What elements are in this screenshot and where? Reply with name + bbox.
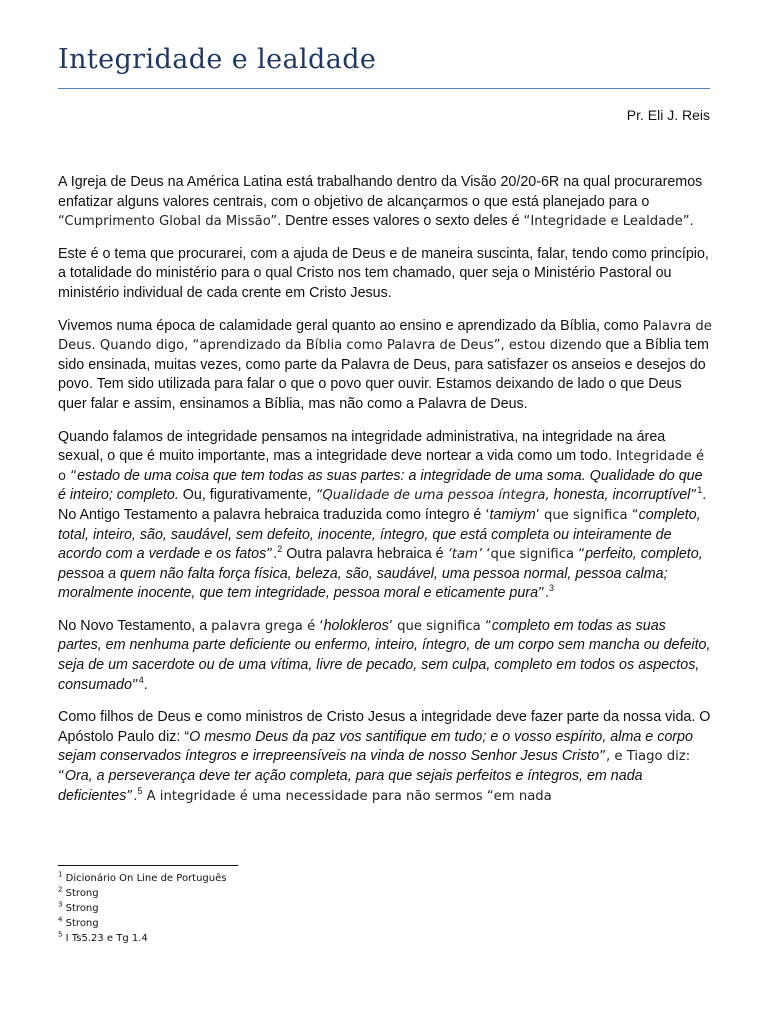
p4-text-9: ‘ xyxy=(485,507,490,523)
paragraph-2: Este é o tema que procurarei, com a ajuda de Deus e de maneira suscinta, falar, tendo como princípio, a totalidade do ministério para o qual Cristo nos tem chamado, quer seja o Ministério Pastoral ou ministério individual de cada crente em Cristo Jesus. xyxy=(58,245,709,301)
p4-text-6: honesta, incorruptível xyxy=(549,487,691,504)
p4-text-17: perfeito, completo, pessoa a quem não falta força física, beleza, são, saudável, uma pessoa normal, pessoa calma; moralmente inocente, que tem integridade, pessoa moral e eticamente pura xyxy=(58,546,703,602)
p4-text-2: Integridade é o “ xyxy=(58,449,705,484)
footnote-5 xyxy=(58,931,226,946)
p3-text-1: Vivemos numa época de calamidade geral quanto ao ensino e aprendizado da Bíblia, como xyxy=(58,317,643,334)
footnotes xyxy=(58,871,226,946)
p4-text-13: ”. xyxy=(266,547,278,563)
author-name: Pr. Eli J. Reis xyxy=(626,107,710,123)
p6-text-5: ”. xyxy=(126,788,138,804)
p6-text-4: Ora, a perseverança deve ter ação completa, para que sejais perfeitos e íntegros, em nada deficientes xyxy=(58,768,643,804)
footnote-ref-3: 3 xyxy=(549,583,555,594)
p4-text-5: “Qualidade de uma pessoa íntegra, xyxy=(315,488,550,504)
p4-text-8: . No Antigo Testamento a palavra hebraica traduzida como íntegro é xyxy=(58,487,707,523)
document-title: Integridade e lealdade xyxy=(58,44,377,75)
footnote-4 xyxy=(58,916,226,931)
footnote-2-number: 2 xyxy=(58,885,63,894)
p5-text-6: ” xyxy=(131,677,139,693)
p4-text-4: Ou, figurativamente, xyxy=(178,487,316,504)
footnote-2-text: Strong xyxy=(65,888,99,899)
footnote-4-text: Strong xyxy=(65,918,99,929)
p5-text-7: . xyxy=(143,676,148,693)
p3-text-2: Palavra de Deus. Quando digo, “aprendizado da Bíblia como Palavra de Deus”, estou dizendo xyxy=(58,318,712,354)
p1-text-4: “Integridade e Lealdade”. xyxy=(523,214,694,230)
p6-text-1: Como filhos de Deus e como ministros de Cristo Jesus a integridade deve fazer parte da nossa vida. O Apóstolo Paulo diz: “ xyxy=(58,709,711,745)
p5-text-2: palavra grega é ‘ xyxy=(211,618,324,634)
p5-text-5: completo em todas as suas partes, em nenhuma parte deficiente ou enfermo, inteiro, íntegro, de um corpo sem mancha ou defeito, seja de um sacerdote ou de uma vítima, livre de pecado, sem culpa, completo em todos os aspectos, consumado xyxy=(58,617,711,693)
p4-text-11: ’ que significa “ xyxy=(535,507,639,523)
p4-text-16: ‘que significa “ xyxy=(482,547,586,563)
footnote-3-number: 3 xyxy=(58,900,63,909)
footnote-separator xyxy=(58,865,238,866)
p1-text-1: A Igreja de Deus na América Latina está trabalhando dentro da Visão 20/20-6R na qual procuraremos enfatizar alguns valores centrais, com o objetivo de alcançarmos o que está planejado para o xyxy=(58,174,703,210)
footnote-4-number: 4 xyxy=(58,915,63,924)
body-text xyxy=(58,173,712,806)
paragraph-5 xyxy=(58,617,712,695)
footnote-ref-2: 2 xyxy=(277,544,283,555)
p4-text-3: estado de uma coisa que tem todas as suas partes: a integridade de uma soma. Qualidade do que é inteiro; completo. xyxy=(58,467,703,504)
p6-text-6: A integridade é uma necessidade para não sermos “em nada xyxy=(142,788,552,804)
footnote-ref-1: 1 xyxy=(697,485,703,496)
footnote-1 xyxy=(58,871,226,886)
paragraph-1 xyxy=(58,173,712,232)
p6-text-3: ”, e Tiago diz: “ xyxy=(58,749,691,785)
p4-text-15: ‘tam’ xyxy=(447,547,483,563)
footnote-3-text: Strong xyxy=(65,903,99,914)
p4-text-7: ” xyxy=(690,488,698,504)
footnote-ref-5: 5 xyxy=(137,785,143,796)
footnote-2 xyxy=(58,886,226,901)
footnote-5-text: I Ts5.23 e Tg 1.4 xyxy=(65,933,148,944)
p4-text-10: tamiym xyxy=(489,506,536,523)
p4-text-14: Outra palavra hebraica é xyxy=(282,546,448,563)
footnote-1-number: 1 xyxy=(58,870,63,879)
p1-text-2: “Cumprimento Global da Missão” xyxy=(58,214,278,230)
p4-text-18: ”. xyxy=(538,586,550,602)
p1-text-3: . Dentre esses valores o sexto deles é xyxy=(277,213,524,230)
paragraph-6 xyxy=(58,708,712,806)
footnote-1-text: Dicionário On Line de Português xyxy=(65,873,227,884)
p3-text-3: que a Bíblia tem sido ensinada, muitas vezes, como parte da Palavra de Deus, para satisfazer os anseios e desejos do povo. Tem sido utilizada para falar o que o povo quer ouvir. Estamos deixando de lado o que Deus quer falar e assim, ensinamos a Bíblia, mas não como a Palavra de Deus. xyxy=(58,337,709,412)
paragraph-3 xyxy=(58,317,712,415)
p4-text-12: completo, total, inteiro, são, saudável, sem defeito, inocente, íntegro, que está completa ou inteiramente de acordo com a verdade e os fatos xyxy=(58,506,701,563)
p5-text-4: ’ que significa “ xyxy=(388,618,492,634)
title-underline xyxy=(58,88,710,89)
paragraph-4 xyxy=(58,428,712,604)
footnote-3 xyxy=(58,901,226,916)
p4-text-1: Quando falamos de integridade pensamos na integridade administrativa, na integridade na área sexual, o que é muito importante, mas a integridade deve nortear a vida como um todo. xyxy=(58,428,666,465)
footnote-ref-4: 4 xyxy=(138,674,144,685)
p5-text-3: holokleros xyxy=(323,617,389,634)
p5-text-1: No Novo Testamento, a xyxy=(58,617,212,634)
footnote-5-number: 5 xyxy=(58,930,63,939)
p6-text-2: O mesmo Deus da paz vos santifique em tudo; e o vosso espírito, alma e corpo sejam conservados íntegros e irrepreensíveis na vinda de nosso Senhor Jesus Cristo xyxy=(58,728,693,765)
